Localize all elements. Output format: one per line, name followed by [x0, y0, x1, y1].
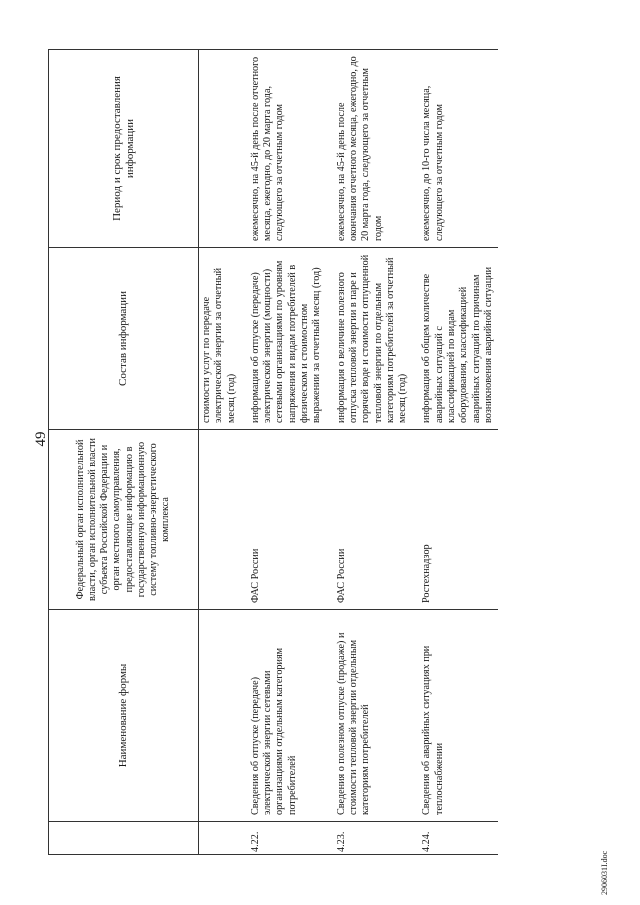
row-content: информация об общем количестве аварийных ситуаций с классификацией по видам оборудования, классификацией аварийных ситуаций по причинам возникновения аварийной ситуации [418, 248, 498, 430]
forms-table [48, 49, 498, 855]
table-row [333, 50, 413, 855]
row-period: ежемесячно, до 10-го числа месяца, следующего за отчетным годом [418, 50, 498, 248]
header-number [49, 822, 199, 855]
row-form-name: Сведения об отпуске (передаче) электрической энергии сетевыми организациями отдельным категориям потребителей [247, 610, 327, 822]
row-content: информация о величине полезного отпуска тепловой энергии в паре и горячей воде и стоимости отпущенной тепловой энергии по отдельным категориям потребителей за отчетный месяц (год) [333, 248, 413, 430]
header-period: Период и срок предоставления информации [49, 50, 199, 248]
document-id: 2906031I.doc [600, 850, 609, 895]
table-row [247, 50, 327, 855]
row-period: ежемесячно, на 45-й день после окончания отчетного месяца, ежегодно, до 20 марта года, следующего за отчетным годом [333, 50, 413, 248]
row-number: 4.22. [247, 822, 327, 855]
header-authority: Федеральный орган исполнительной власти, орган исполнительной власти субъекта Российской Федерации и орган местного самоуправления, предоставляющие информацию в государственную информационную систему топливно-энергетического комплекса [49, 430, 199, 610]
row-authority: ФАС России [333, 430, 413, 610]
row-form-name: Сведения о полезном отпуске (продаже) и стоимости тепловой энергии отдельным категориям потребителей [333, 610, 413, 822]
row-content: информация об отпуске (передаче) электрической энергии (мощности) сетевыми организациями по уровням напряжения и видам потребителей в физическом и стоимостном выражении за отчетный месяц (год) [247, 248, 327, 430]
row-authority: ФАС России [247, 430, 327, 610]
row-period: ежемесячно, на 45-й день после отчетного месяца, ежегодно, до 20 марта года, следующего за отчетным годом [247, 50, 327, 248]
row-authority: Ростехнадзор [418, 430, 498, 610]
continuation-text: стоимости услуг по передаче электрической энергии за отчетный месяц (год) [199, 248, 241, 430]
table-row [418, 50, 498, 855]
header-form-name: Наименование формы [49, 610, 199, 822]
header-content: Состав информации [49, 248, 199, 430]
row-form-name: Сведения об аварийных ситуациях при теплоснабжении [418, 610, 498, 822]
row-number: 4.23. [333, 822, 413, 855]
table-header-row [49, 50, 199, 855]
row-number: 4.24. [418, 822, 498, 855]
table-row-continuation [199, 50, 241, 855]
page-number: 49 [33, 431, 49, 447]
